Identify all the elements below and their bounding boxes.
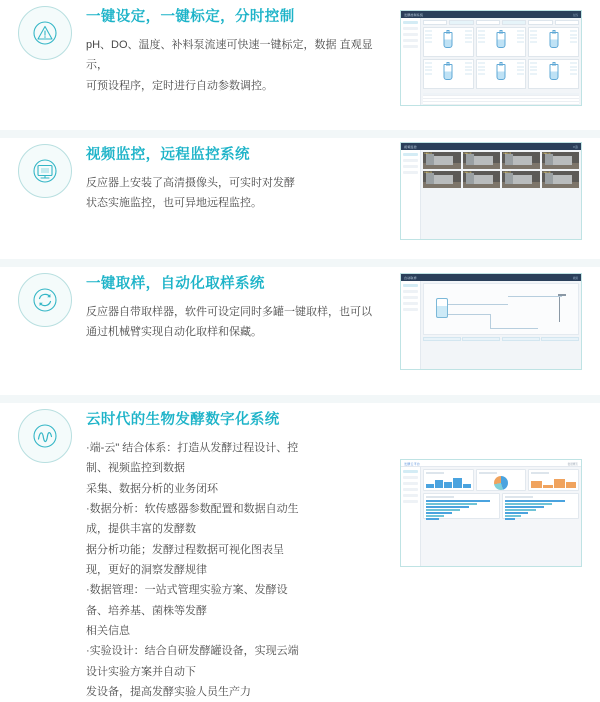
mini-brand: 视频监控 — [404, 144, 417, 149]
card-horizontal-chart[interactable] — [423, 493, 500, 519]
flow-line — [490, 328, 538, 329]
mini-titlebar — [401, 11, 581, 18]
card-horizontal-chart[interactable] — [502, 493, 579, 519]
action-button-row[interactable] — [423, 337, 579, 341]
mini-titlebar — [401, 460, 581, 467]
mini-content — [421, 150, 581, 239]
table-row[interactable] — [423, 102, 579, 105]
process-flow-diagram — [423, 283, 579, 335]
mini-brand: 发酵云平台 — [404, 461, 421, 466]
reactor-column — [423, 27, 474, 91]
camera-tile[interactable] — [423, 171, 461, 188]
toolbar-button[interactable] — [476, 20, 500, 25]
toolbar-button[interactable] — [502, 20, 526, 25]
section-divider — [0, 130, 600, 138]
feature-desc-line: 采集、数据分析的业务闭环 — [86, 482, 218, 495]
cloud-analytics-screenshot — [400, 459, 582, 567]
pie-chart — [494, 476, 508, 490]
toolbar-button[interactable] — [555, 20, 579, 25]
feature-description — [86, 302, 392, 343]
feature-desc-line: 相关信息 — [86, 624, 130, 637]
feature-title: 一键取样，自动化取样系统 — [86, 276, 265, 292]
camera-tile[interactable] — [423, 152, 461, 169]
feature-description — [86, 438, 301, 702]
feature-block-video-monitoring — [0, 138, 600, 259]
sidebar-item[interactable] — [403, 476, 418, 479]
control-dashboard-screenshot — [400, 10, 582, 106]
reactor-params-right — [517, 30, 524, 44]
feature-text-cloud-digital-system — [72, 403, 400, 702]
mini-app-window — [401, 274, 581, 369]
refresh-cycle-icon — [18, 273, 72, 327]
camera-label: CAM-03 — [503, 153, 512, 155]
reactor-params-right — [465, 62, 472, 76]
feature-desc-line: 可预设程序，定时进行自动参数调控。 — [86, 79, 273, 92]
feature-desc-line: 发设备，提高发酵实验人员生产力 — [86, 685, 251, 698]
camera-tile[interactable] — [542, 152, 580, 169]
camera-label: CAM-04 — [542, 153, 551, 155]
store-button[interactable] — [462, 337, 500, 341]
sidebar-item[interactable] — [403, 296, 418, 299]
data-table — [423, 93, 579, 105]
reactor-vessel-icon — [497, 32, 506, 48]
reactor-params-left — [530, 62, 537, 76]
fermenter-vessel-icon — [436, 298, 448, 318]
sidebar-item[interactable] — [403, 159, 418, 162]
sidebar-item[interactable] — [403, 488, 418, 491]
feature-text-auto-sampling — [72, 267, 400, 343]
reactor-params-left — [425, 30, 432, 44]
flow-line — [448, 314, 490, 315]
sidebar-item[interactable] — [403, 290, 418, 293]
camera-tile[interactable] — [542, 171, 580, 188]
reactor-params-left — [425, 62, 432, 76]
robot-arm-icon — [559, 294, 561, 322]
summary-cards — [423, 469, 579, 491]
sidebar-item[interactable] — [403, 284, 418, 287]
reactor-params-right — [570, 30, 577, 44]
video-wall-screenshot — [400, 142, 582, 240]
card-title — [426, 472, 444, 474]
card-data-analysis[interactable] — [528, 469, 579, 491]
reactor-vessel-icon — [549, 32, 558, 48]
sidebar-item[interactable] — [403, 470, 418, 473]
feature-block-cloud-digital-system — [0, 403, 600, 698]
reactor-params-right — [570, 62, 577, 76]
feature-title: 云时代的生物发酵数字化系统 — [86, 412, 280, 428]
mini-app-window — [401, 143, 581, 239]
mini-content — [421, 467, 581, 566]
sidebar-item[interactable] — [403, 500, 418, 503]
sidebar-item[interactable] — [403, 171, 418, 174]
reactor-vessel-icon — [497, 64, 506, 80]
reset-button[interactable] — [541, 337, 579, 341]
reactor-tile[interactable] — [423, 27, 474, 57]
reactor-params-left — [478, 62, 485, 76]
toolbar-button[interactable] — [528, 20, 552, 25]
card-title — [505, 496, 533, 498]
reactor-vessel-icon — [549, 64, 558, 80]
monitor-icon — [18, 144, 72, 198]
reactor-column — [476, 27, 527, 91]
sidebar-item[interactable] — [403, 153, 418, 156]
sidebar-item[interactable] — [403, 308, 418, 311]
feature-text-one-click-setting — [72, 0, 400, 96]
mini-status: 8 路 — [573, 145, 578, 149]
section-divider — [0, 395, 600, 403]
clean-button[interactable] — [502, 337, 540, 341]
camera-grid — [423, 152, 579, 169]
camera-label: CAM-08 — [542, 172, 551, 174]
sidebar-item[interactable] — [403, 482, 418, 485]
mini-sidebar[interactable] — [401, 467, 421, 566]
toolbar-button[interactable] — [449, 20, 473, 25]
mini-sidebar[interactable] — [401, 18, 421, 105]
reactor-tile[interactable] — [476, 27, 527, 57]
reactor-params-left — [478, 30, 485, 44]
horizontal-bar-chart — [426, 500, 497, 520]
alert-triangle-icon — [18, 6, 72, 60]
feature-desc-line: 反应器上安装了高清摄像头，可实时对发酵 — [86, 176, 295, 189]
mini-status: 数据概览 — [567, 462, 578, 466]
feature-desc-line: ·数据管理：一站式管理实验方案、发酵设备、培养基、菌株等发酵 — [86, 584, 288, 617]
camera-label: CAM-05 — [424, 172, 433, 174]
sidebar-item[interactable] — [403, 39, 418, 42]
feature-desc-line: 据分析功能；发酵过程数据可视化图表呈现，更好的洞察发酵规律 — [86, 543, 284, 576]
detail-cards — [423, 493, 579, 519]
flow-line — [490, 314, 491, 328]
feature-title: 视频监控，远程监控系统 — [86, 147, 250, 163]
sample-button[interactable] — [423, 337, 461, 341]
reactor-column — [528, 27, 579, 91]
sidebar-item[interactable] — [403, 45, 418, 48]
reactor-tile[interactable] — [528, 27, 579, 57]
reactor-params-right — [517, 62, 524, 76]
reactor-vessel-icon — [444, 64, 453, 80]
feature-block-auto-sampling — [0, 267, 600, 395]
camera-label: CAM-07 — [503, 172, 512, 174]
bar-chart — [426, 476, 471, 488]
sampling-flow-screenshot — [400, 273, 582, 370]
toolbar[interactable] — [423, 20, 579, 25]
mini-status: 在线 — [572, 13, 578, 17]
mini-sidebar[interactable] — [401, 150, 421, 239]
horizontal-bar-chart — [505, 500, 576, 520]
feature-desc-line: pH、DO、温度、补料泵流速可快速一键标定，数据 直观显示， — [86, 38, 373, 72]
feature-desc-line: ·数据分析：软传感器参数配置和数据自动生成，提供丰富的发酵数 — [86, 502, 299, 536]
mini-status: 就绪 — [572, 276, 578, 280]
sidebar-item[interactable] — [403, 494, 418, 497]
toolbar-button[interactable] — [423, 20, 447, 25]
reactor-tile[interactable] — [528, 59, 579, 89]
sidebar-item[interactable] — [403, 165, 418, 168]
card-title — [479, 472, 497, 474]
card-batch-stats[interactable] — [476, 469, 527, 491]
feature-desc-line: ·端-云" 结合体系：打造从发酵过程设计、控制、视频监控到数据 — [86, 441, 299, 475]
mini-brand: 自动取样 — [404, 275, 417, 280]
feature-description — [86, 173, 392, 214]
reactor-params-right — [465, 30, 472, 44]
mini-sidebar[interactable] — [401, 281, 421, 369]
sidebar-item[interactable] — [403, 302, 418, 305]
feature-desc-line: ·实验设计：结合自研发酵罐设备，实现云端设计实验方案并自动下 — [86, 645, 299, 678]
camera-label: CAM-02 — [463, 153, 472, 155]
reactor-tile[interactable] — [423, 59, 474, 89]
section-divider — [0, 259, 600, 267]
camera-tile[interactable] — [502, 152, 540, 169]
bar-chart — [531, 476, 576, 488]
mini-app-window — [401, 460, 581, 566]
card-device-status[interactable] — [423, 469, 474, 491]
reactor-tile[interactable] — [476, 59, 527, 89]
flow-line — [508, 296, 562, 297]
mini-content — [421, 18, 581, 105]
camera-tile[interactable] — [463, 152, 501, 169]
card-title — [426, 496, 454, 498]
mini-brand: 发酵控制系统 — [404, 12, 424, 17]
sidebar-item[interactable] — [403, 21, 418, 24]
camera-tile[interactable] — [463, 171, 501, 188]
feature-block-one-click-setting — [0, 0, 600, 130]
reactor-params-left — [530, 30, 537, 44]
camera-tile[interactable] — [502, 171, 540, 188]
sidebar-item[interactable] — [403, 33, 418, 36]
feature-desc-line: 通过机械臂实现自动化取样和保藏。 — [86, 326, 262, 339]
feature-text-video-monitoring — [72, 138, 400, 214]
mini-titlebar — [401, 274, 581, 281]
wave-icon — [18, 409, 72, 463]
camera-label: CAM-06 — [463, 172, 472, 174]
mini-app-window — [401, 11, 581, 105]
camera-grid — [423, 171, 579, 188]
camera-label: CAM-01 — [424, 153, 433, 155]
feature-desc-line: 反应器自带取样器，软件可设定同时多罐一键取样，也可以 — [86, 305, 372, 318]
feature-description — [86, 35, 392, 96]
feature-desc-line: 状态实施监控，也可异地远程监控。 — [86, 197, 262, 210]
mini-titlebar — [401, 143, 581, 150]
mini-content — [421, 281, 581, 369]
flow-line — [448, 304, 508, 305]
card-title — [531, 472, 549, 474]
reactor-vessel-icon — [444, 32, 453, 48]
sidebar-item[interactable] — [403, 27, 418, 30]
reactor-grid — [423, 27, 579, 91]
feature-title: 一键设定，一键标定，分时控制 — [86, 9, 295, 25]
